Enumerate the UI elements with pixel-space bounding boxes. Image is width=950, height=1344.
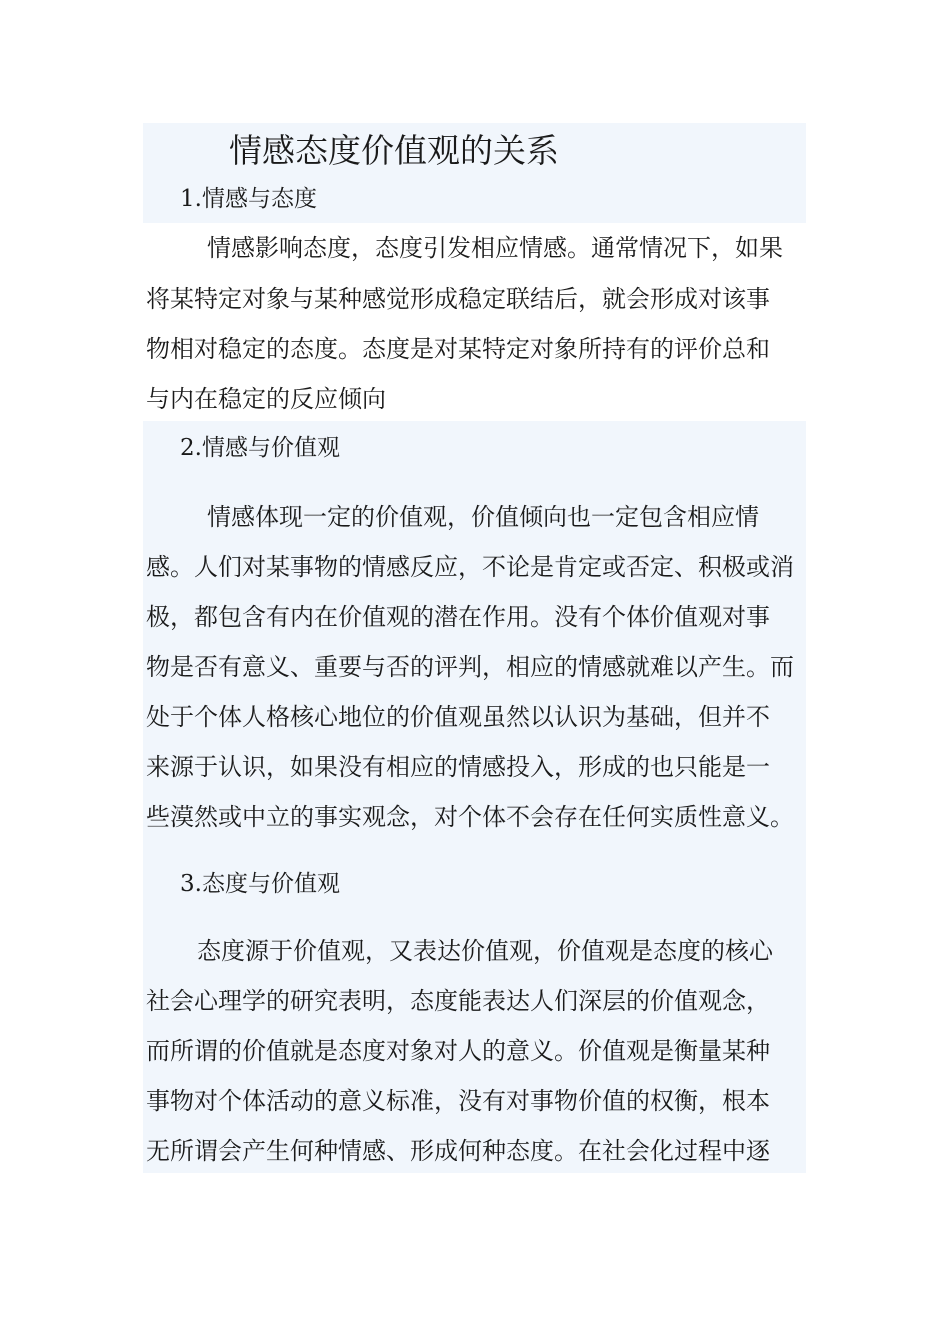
document-title: 情感态度价值观的关系	[229, 131, 559, 170]
section-2-heading: 2.情感与价值观	[180, 435, 340, 461]
section-3-line: 社会心理学的研究表明，态度能表达人们深层的价值观念，	[146, 987, 770, 1015]
section-3-line: 无所谓会产生何种情感、形成何种态度。在社会化过程中逐	[146, 1137, 770, 1165]
section-2-line: 物是否有意义、重要与否的评判，相应的情感就难以产生。而	[146, 653, 794, 681]
section-2-line: 情感体现一定的价值观，价值倾向也一定包含相应情	[207, 503, 759, 531]
section-2-line: 来源于认识，如果没有相应的情感投入，形成的也只能是一	[146, 753, 770, 781]
section-3-line: 事物对个体活动的意义标准，没有对事物价值的权衡，根本	[146, 1087, 770, 1115]
section-3-line: 态度源于价值观，又表达价值观，价值观是态度的核心	[197, 937, 773, 965]
section-1-heading: 1.情感与态度	[180, 186, 317, 212]
section-1-line: 将某特定对象与某种感觉形成稳定联结后，就会形成对该事	[146, 285, 770, 313]
section-2-line: 极，都包含有内在价值观的潜在作用。没有个体价值观对事	[146, 603, 770, 631]
section-3-heading: 3.态度与价值观	[180, 871, 340, 897]
section-1-line: 与内在稳定的反应倾向	[146, 385, 386, 413]
section-3-line: 而所谓的价值就是态度对象对人的意义。价值观是衡量某种	[146, 1037, 770, 1065]
section-1-line: 情感影响态度，态度引发相应情感。通常情况下，如果	[207, 234, 783, 262]
section-2-line: 感。人们对某事物的情感反应，不论是肯定或否定、积极或消	[146, 553, 794, 581]
section-2-line: 些漠然或中立的事实观念，对个体不会存在任何实质性意义。	[146, 803, 794, 831]
section-2-line: 处于个体人格核心地位的价值观虽然以认识为基础，但并不	[146, 703, 770, 731]
section-1-line: 物相对稳定的态度。态度是对某特定对象所持有的评价总和	[146, 335, 770, 363]
